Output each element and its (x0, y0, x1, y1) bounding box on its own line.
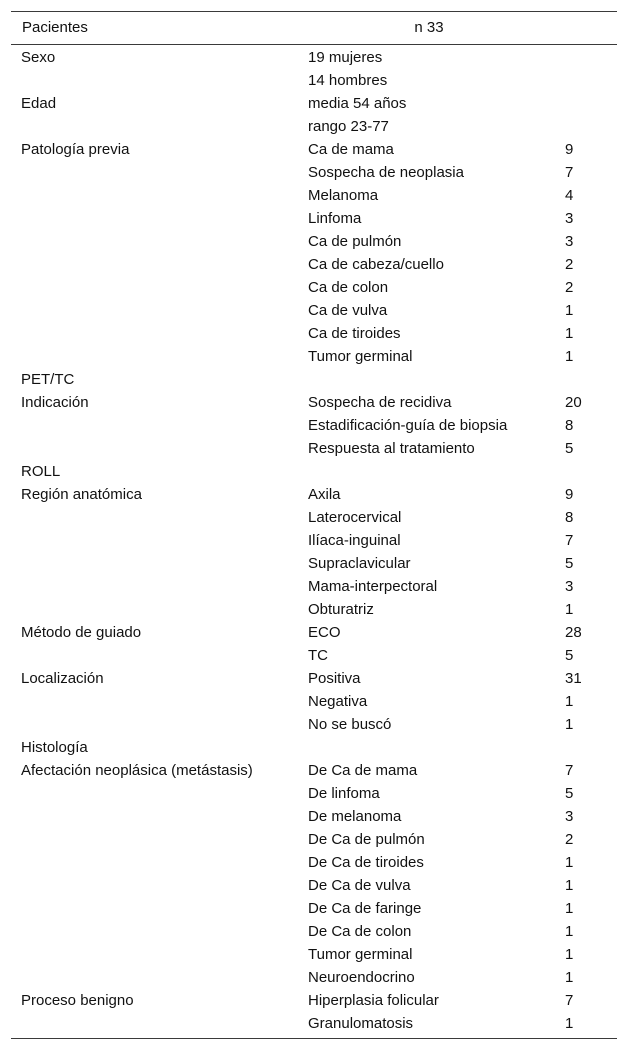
count-cell: 5 (565, 785, 574, 802)
table-row (11, 667, 617, 690)
item-cell: Melanoma (308, 187, 379, 204)
table-row (11, 621, 617, 644)
item-cell: De Ca de tiroides (308, 854, 424, 871)
category-cell: Localización (21, 670, 104, 687)
item-cell: Supraclavicular (308, 555, 411, 572)
table-row (11, 138, 617, 161)
item-cell: Sospecha de neoplasia (308, 164, 464, 181)
table-row (11, 943, 617, 966)
item-cell: Mama-interpectoral (308, 578, 438, 595)
item-cell: Granulomatosis (308, 1015, 414, 1032)
category-cell: Proceso benigno (21, 992, 134, 1009)
count-cell: 5 (565, 440, 574, 457)
item-cell: Negativa (308, 693, 368, 710)
count-cell: 1 (565, 923, 574, 940)
table-row (11, 69, 617, 92)
table-row (11, 575, 617, 598)
count-cell: 3 (565, 808, 574, 825)
category-cell: Método de guiado (21, 624, 142, 641)
table-header (11, 11, 617, 45)
item-cell: De Ca de faringe (308, 900, 422, 917)
table-row (11, 92, 617, 115)
item-cell: rango 23-77 (308, 118, 389, 135)
table-row (11, 46, 617, 69)
item-cell: Tumor germinal (308, 946, 413, 963)
count-cell: 1 (565, 348, 574, 365)
table-row (11, 115, 617, 138)
count-cell: 8 (565, 509, 574, 526)
item-cell: Positiva (308, 670, 361, 687)
table-row (11, 299, 617, 322)
table-row (11, 828, 617, 851)
item-cell: De Ca de pulmón (308, 831, 425, 848)
header-patients: Pacientes (22, 19, 88, 36)
item-cell: Ca de colon (308, 279, 389, 296)
table-row (11, 1012, 617, 1035)
table-row (11, 506, 617, 529)
count-cell: 1 (565, 877, 574, 894)
count-cell: 4 (565, 187, 574, 204)
table-row (11, 736, 617, 759)
count-cell: 1 (565, 325, 574, 342)
item-cell: Ca de vulva (308, 302, 388, 319)
table-row (11, 529, 617, 552)
count-cell: 7 (565, 532, 574, 549)
count-cell: 5 (565, 647, 574, 664)
count-cell: 1 (565, 302, 574, 319)
count-cell: 1 (565, 946, 574, 963)
table-body (11, 45, 617, 1039)
item-cell: Axila (308, 486, 341, 503)
item-cell: Ca de pulmón (308, 233, 402, 250)
item-cell: TC (308, 647, 328, 664)
table-row (11, 851, 617, 874)
table-row (11, 805, 617, 828)
category-cell: Afectación neoplásica (metástasis) (21, 762, 253, 779)
count-cell: 20 (565, 394, 582, 411)
table-row (11, 207, 617, 230)
item-cell: Estadificación-guía de biopsia (308, 417, 508, 434)
table-row (11, 391, 617, 414)
item-cell: No se buscó (308, 716, 392, 733)
count-cell: 9 (565, 141, 574, 158)
count-cell: 5 (565, 555, 574, 572)
count-cell: 1 (565, 693, 574, 710)
item-cell: Ilíaca-inguinal (308, 532, 401, 549)
count-cell: 3 (565, 578, 574, 595)
category-cell: PET/TC (21, 371, 75, 388)
table-row (11, 966, 617, 989)
count-cell: 1 (565, 716, 574, 733)
table-row (11, 253, 617, 276)
category-cell: Región anatómica (21, 486, 142, 503)
count-cell: 7 (565, 992, 574, 1009)
item-cell: 14 hombres (308, 72, 388, 89)
table-row (11, 322, 617, 345)
item-cell: Neuroendocrino (308, 969, 415, 986)
category-cell: Edad (21, 95, 57, 112)
item-cell: De Ca de colon (308, 923, 412, 940)
count-cell: 1 (565, 900, 574, 917)
table-row (11, 437, 617, 460)
table-row (11, 230, 617, 253)
count-cell: 7 (565, 164, 574, 181)
category-cell: Histología (21, 739, 88, 756)
count-cell: 28 (565, 624, 582, 641)
item-cell: Ca de cabeza/cuello (308, 256, 444, 273)
category-cell: Indicación (21, 394, 89, 411)
count-cell: 9 (565, 486, 574, 503)
table-row (11, 184, 617, 207)
count-cell: 1 (565, 969, 574, 986)
item-cell: 19 mujeres (308, 49, 383, 66)
item-cell: Hiperplasia folicular (308, 992, 439, 1009)
table-row (11, 759, 617, 782)
table-row (11, 276, 617, 299)
table-row (11, 414, 617, 437)
category-cell: Patología previa (21, 141, 130, 158)
item-cell: De Ca de vulva (308, 877, 411, 894)
header-count: n 33 (414, 19, 444, 36)
table-row (11, 690, 617, 713)
table-row (11, 713, 617, 736)
count-cell: 1 (565, 1015, 574, 1032)
count-cell: 8 (565, 417, 574, 434)
category-cell: ROLL (21, 463, 61, 480)
count-cell: 31 (565, 670, 582, 687)
table-row (11, 782, 617, 805)
item-cell: media 54 años (308, 95, 407, 112)
item-cell: Obturatriz (308, 601, 374, 618)
patients-table (11, 11, 617, 1039)
item-cell: Ca de tiroides (308, 325, 401, 342)
item-cell: Respuesta al tratamiento (308, 440, 475, 457)
table-row (11, 644, 617, 667)
item-cell: De melanoma (308, 808, 402, 825)
table-row (11, 920, 617, 943)
count-cell: 7 (565, 762, 574, 779)
item-cell: Linfoma (308, 210, 362, 227)
table-row (11, 989, 617, 1012)
table-row (11, 345, 617, 368)
item-cell: ECO (308, 624, 341, 641)
table-row (11, 460, 617, 483)
table-row (11, 552, 617, 575)
count-cell: 3 (565, 210, 574, 227)
count-cell: 2 (565, 279, 574, 296)
table-row (11, 368, 617, 391)
table-row (11, 874, 617, 897)
item-cell: De linfoma (308, 785, 380, 802)
item-cell: Tumor germinal (308, 348, 413, 365)
table-row (11, 897, 617, 920)
count-cell: 2 (565, 831, 574, 848)
table-row (11, 598, 617, 621)
count-cell: 3 (565, 233, 574, 250)
item-cell: Sospecha de recidiva (308, 394, 452, 411)
item-cell: De Ca de mama (308, 762, 418, 779)
count-cell: 2 (565, 256, 574, 273)
table-row (11, 161, 617, 184)
table-row (11, 483, 617, 506)
count-cell: 1 (565, 601, 574, 618)
category-cell: Sexo (21, 49, 56, 66)
item-cell: Laterocervical (308, 509, 402, 526)
count-cell: 1 (565, 854, 574, 871)
item-cell: Ca de mama (308, 141, 394, 158)
